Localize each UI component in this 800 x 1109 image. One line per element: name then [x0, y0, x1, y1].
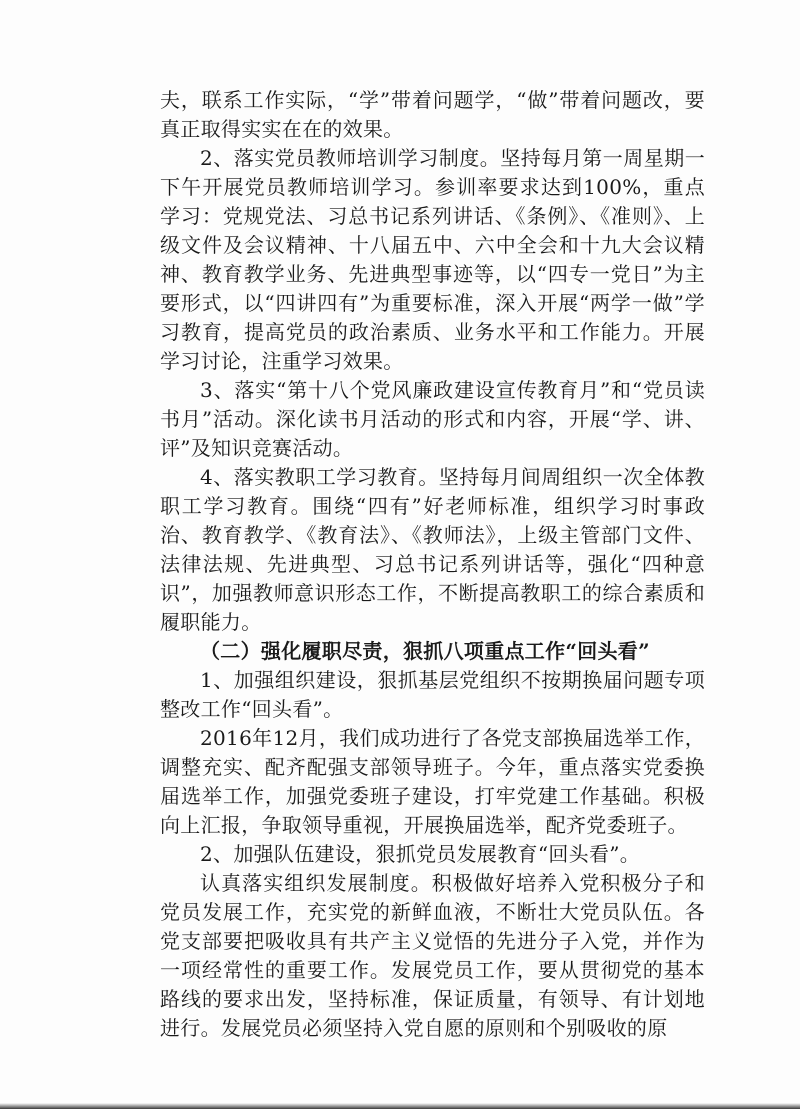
- paragraph-development: 认真落实组织发展制度。积极做好培养入党积极分子和党员发展工作，充实党的新鲜血液，不断壮大党员队伍。各党支部要把吸收具有共产主义觉悟的先进分子入党，并作为一项经常性的重要工作。发展党员工作，要从贯彻党的基本路线的要求出发，坚持标准，保证质量，有领导、有计划地进行。发展党员必须坚持入党自愿的原则和个别吸收的原: [160, 871, 705, 1040]
- scan-edge: [0, 1103, 800, 1109]
- paragraph-item-3-reading-month: 3、落实“第十八个党风廉政建设宣传教育月”和“党员读书月”活动。深化读书月活动的形式和内容，开展“学、讲、评”及知识竞赛活动。: [160, 378, 705, 460]
- paragraph-item-2-training: 2、落实党员教师培训学习制度。坚持每月第一周星期一下午开展党员教师培训学习。参训率要求达到100%，重点学习：党规党法、习总书记系列讲话、《条例》、《准则》、上级文件及会议精神、十八届五中、六中全会和十九大会议精神、教育教学业务、先进典型事迹等，以“四专一党日”为主要形式，以“四讲四有”为重要标准，深入开展“两学一做”学习教育，提高党员的政治素质、业务水平和工作能力。开展学习讨论，注重学习效果。: [160, 146, 705, 373]
- document-body: [160, 86, 705, 1043]
- paragraph-item-1-organization: 1、加强组织建设，狠抓基层党组织不按期换届问题专项整改工作“回头看”。: [160, 668, 705, 721]
- paragraph-item-2-team: 2、加强队伍建设，狠抓党员发展教育“回头看”。: [200, 842, 641, 866]
- section-heading: （二）强化履职尽责，狠抓八项重点工作“回头看”: [200, 639, 650, 663]
- paragraph-continuation: 夫，联系工作实际，“学”带着问题学，“做”带着问题改，要真正取得实实在在的效果。: [160, 88, 705, 141]
- paragraph-election: 2016年12月，我们成功进行了各党支部换届选举工作，调整充实、配齐配强支部领导班子。今年，重点落实党委换届选举工作，加强党委班子建设，打牢党建工作基础。积极向上汇报，争取领导重视，开展换届选举，配齐党委班子。: [160, 726, 705, 837]
- paragraph-item-4-staff-study: 4、落实教职工学习教育。坚持每月间周组织一次全体教职工学习教育。围绕“四有”好老师标准，组织学习时事政治、教育教学、《教育法》、《教师法》，上级主管部门文件、法律法规、先进典型、习总书记系列讲话等，强化“四种意识”，加强教师意识形态工作，不断提高教职工的综合素质和履职能力。: [160, 465, 705, 634]
